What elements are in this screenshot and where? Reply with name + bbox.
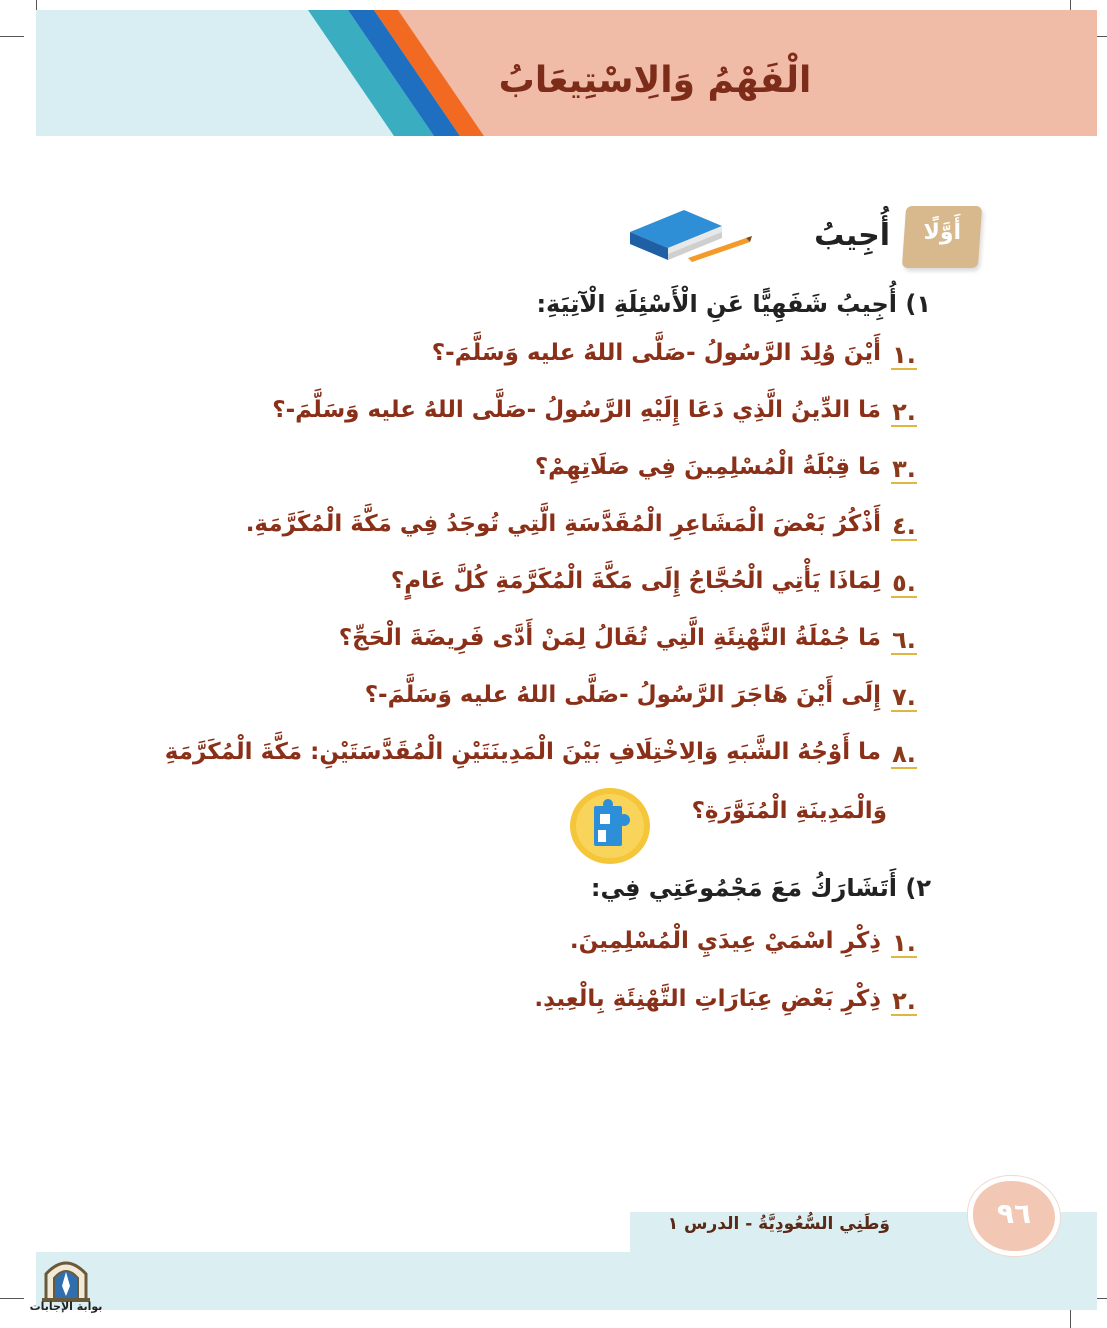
question-text: أَيْنَ وُلِدَ الرَّسُولُ -صَلَّى اللهُ عليه وَسَلَّمَ-؟ <box>431 340 881 366</box>
question-text: إِلَى أَيْنَ هَاجَرَ الرَّسُولُ -صَلَّى اللهُ عليه وَسَلَّمَ-؟ <box>364 682 881 708</box>
section-badge <box>902 206 982 268</box>
question-number: ٨. <box>892 740 916 768</box>
question-text: مَا قِبْلَةُ الْمُسْلِمِينَ فِي صَلَاتِهِمْ؟ <box>534 454 881 480</box>
question-number: ٣. <box>892 455 916 483</box>
footer-lesson-label: وَطَنِي السُّعُودِيَّةُ - الدرس ١ <box>667 1214 890 1234</box>
question-text: ذِكْرِ اسْمَيْ عِيدَيِ الْمُسْلِمِينَ. <box>569 928 881 954</box>
question-number: ١. <box>892 341 916 369</box>
footer-band <box>36 1252 1097 1310</box>
question-text: لِمَاذَا يَأْتِي الْحُجَّاجُ إِلَى مَكَّةَ الْمُكَرَّمَةِ كُلَّ عَامٍ؟ <box>390 568 881 594</box>
question-number: ١. <box>892 929 916 957</box>
crop-mark <box>0 36 24 37</box>
section-badge-label: أَوَّلًا <box>923 220 962 245</box>
question-number: ٢. <box>892 398 916 426</box>
question-number: ٥. <box>892 569 916 597</box>
question-text: ذِكْرِ بَعْضِ عِبَارَاتِ التَّهْنِئَةِ بِالْعِيدِ. <box>534 986 881 1012</box>
question-text-continued: وَالْمَدِينَةِ الْمُنَوَّرَةِ؟ <box>691 798 887 824</box>
question-text: ما أَوْجُهُ الشَّبَهِ وَالِاخْتِلَافِ بَيْنَ الْمَدِينَتَيْنِ الْمُقَدَّسَتَيْنِ: مَكَّةَ الْمُكَرَّمَةِ <box>164 739 881 765</box>
crop-mark <box>0 1298 24 1299</box>
question-number: ٦. <box>892 626 916 654</box>
question-number: ٧. <box>892 683 916 711</box>
page-title: الْفَهْمُ وَالِاسْتِيعَابُ <box>498 60 812 101</box>
question-text: أَذْكُرُ بَعْضَ الْمَشَاعِرِ الْمُقَدَّسَةِ الَّتِي تُوجَدُ فِي مَكَّةَ الْمُكَرَّمَةِ. <box>245 511 881 537</box>
question-text: مَا الدِّينُ الَّذِي دَعَا إِلَيْهِ الرَّسُولُ -صَلَّى اللهُ عليه وَسَلَّمَ-؟ <box>272 397 881 423</box>
question-number: ٢. <box>892 987 916 1015</box>
page-number: ٩٦ <box>996 1197 1032 1230</box>
question-text: مَا جُمْلَةُ التَّهْنِئَةِ الَّتِي تُقَالُ لِمَنْ أَدَّى فَرِيضَةَ الْحَجِّ؟ <box>338 625 881 651</box>
part2-intro: ٢) أَتَشَارَكُ مَعَ مَجْمُوعَتِي فِي: <box>590 874 931 902</box>
question-number: ٤. <box>892 512 916 540</box>
logo-text: بوابة الإجابات <box>29 1300 103 1313</box>
puzzle-icon <box>568 786 652 866</box>
section-heading: أُجِيبُ <box>814 218 890 253</box>
part1-intro: ١) أُجِيبُ شَفَهِيًّا عَنِ الْأَسْئِلَةِ الْآتِيَةِ: <box>536 290 931 318</box>
book-icon <box>622 202 754 268</box>
page-number-badge <box>968 1176 1060 1256</box>
